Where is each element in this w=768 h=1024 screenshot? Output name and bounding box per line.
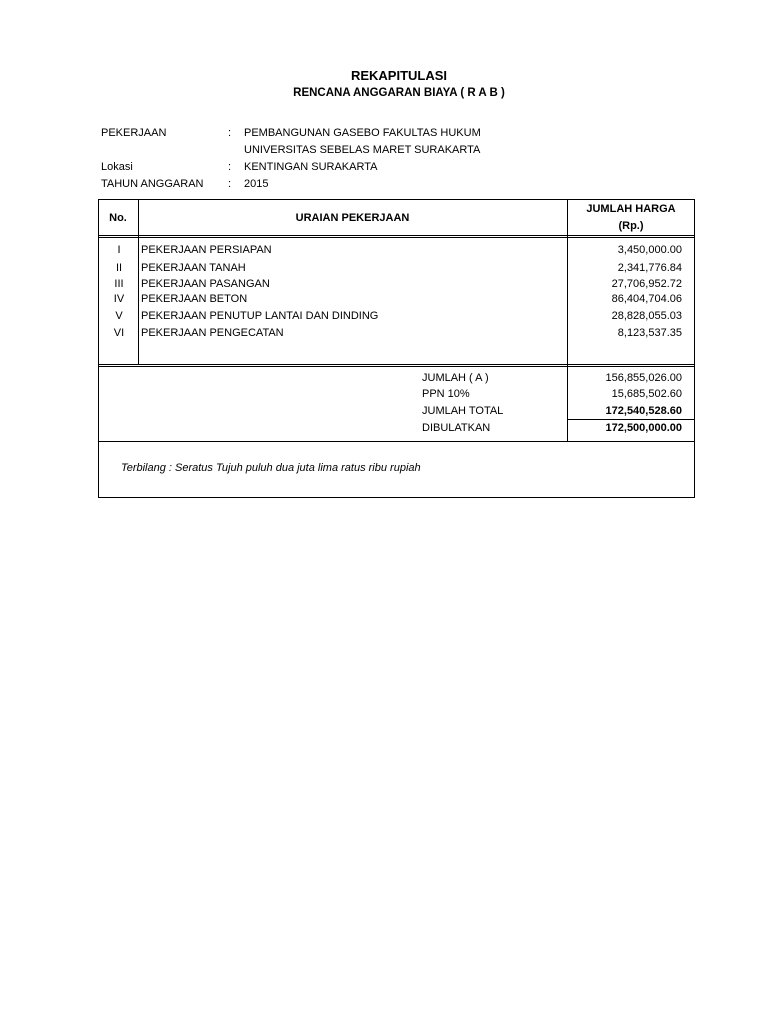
table-row-desc: PEKERJAAN PASANGAN	[141, 278, 270, 290]
table-row-amount: 86,404,704.06	[611, 293, 682, 305]
summary-label-jumlah-a: JUMLAH ( A )	[422, 372, 489, 384]
info-colon: :	[228, 161, 232, 173]
header-divider	[98, 235, 695, 236]
table-row-amount: 3,450,000.00	[617, 244, 682, 256]
summary-amount-jumlah-a: 156,855,026.00	[605, 372, 682, 384]
table-row-amount: 28,828,055.03	[611, 310, 682, 322]
header-jumlah-harga: JUMLAH HARGA	[586, 203, 676, 215]
header-no: No.	[109, 212, 127, 224]
header-uraian-pekerjaan: URAIAN PEKERJAAN	[295, 212, 410, 224]
summary-amount-dibulatkan: 172,500,000.00	[605, 422, 682, 434]
table-row-amount: 27,706,952.72	[611, 278, 682, 290]
info-label-lokasi: Lokasi	[101, 161, 133, 173]
table-row-no: IV	[113, 293, 125, 305]
table-row-amount: 2,341,776.84	[617, 262, 682, 274]
summary-footer-divider	[98, 441, 695, 442]
table-row-desc: PEKERJAAN PERSIAPAN	[141, 244, 272, 256]
terbilang-text: Terbilang : Seratus Tujuh puluh dua juta lima ratus ribu rupiah	[121, 462, 421, 474]
info-colon: :	[228, 127, 232, 139]
summary-amount-ppn: 15,685,502.60	[611, 388, 682, 400]
table-row-no: V	[115, 310, 123, 322]
total-top-line	[567, 419, 695, 420]
body-summary-divider	[98, 364, 695, 365]
summary-amount-jumlah-total: 172,540,528.60	[605, 405, 682, 417]
body-summary-divider-double	[98, 366, 695, 367]
info-value-tahun-anggaran: 2015	[244, 178, 269, 190]
info-value-lokasi: KENTINGAN SURAKARTA	[244, 161, 378, 173]
table-row-desc: PEKERJAAN BETON	[141, 293, 248, 305]
summary-label-ppn: PPN 10%	[422, 388, 470, 400]
table-row-no: III	[114, 278, 124, 290]
table-row-no: VI	[113, 327, 125, 339]
document-title: REKAPITULASI	[350, 68, 448, 83]
summary-label-dibulatkan: DIBULATKAN	[422, 422, 491, 434]
table-row-amount: 8,123,537.35	[617, 327, 682, 339]
header-divider-double	[98, 237, 695, 238]
table-row-no: II	[115, 262, 123, 274]
info-value-pekerjaan: PEMBANGUNAN GASEBO FAKULTAS HUKUM	[244, 127, 481, 139]
header-rp: (Rp.)	[618, 220, 644, 232]
table-row-desc: PEKERJAAN PENGECATAN	[141, 327, 284, 339]
info-value-pekerjaan-line2: UNIVERSITAS SEBELAS MARET SURAKARTA	[244, 144, 481, 156]
info-label-pekerjaan: PEKERJAAN	[101, 127, 167, 139]
table-row-desc: PEKERJAAN PENUTUP LANTAI DAN DINDING	[141, 310, 379, 322]
info-colon: :	[228, 178, 232, 190]
info-label-tahun-anggaran: TAHUN ANGGARAN	[101, 178, 204, 190]
table-row-desc: PEKERJAAN TANAH	[141, 262, 246, 274]
document-subtitle: RENCANA ANGGARAN BIAYA ( R A B )	[293, 87, 505, 99]
table-row-no: I	[117, 244, 121, 256]
column-divider-amount	[567, 199, 568, 441]
summary-label-jumlah-total: JUMLAH TOTAL	[422, 405, 504, 417]
